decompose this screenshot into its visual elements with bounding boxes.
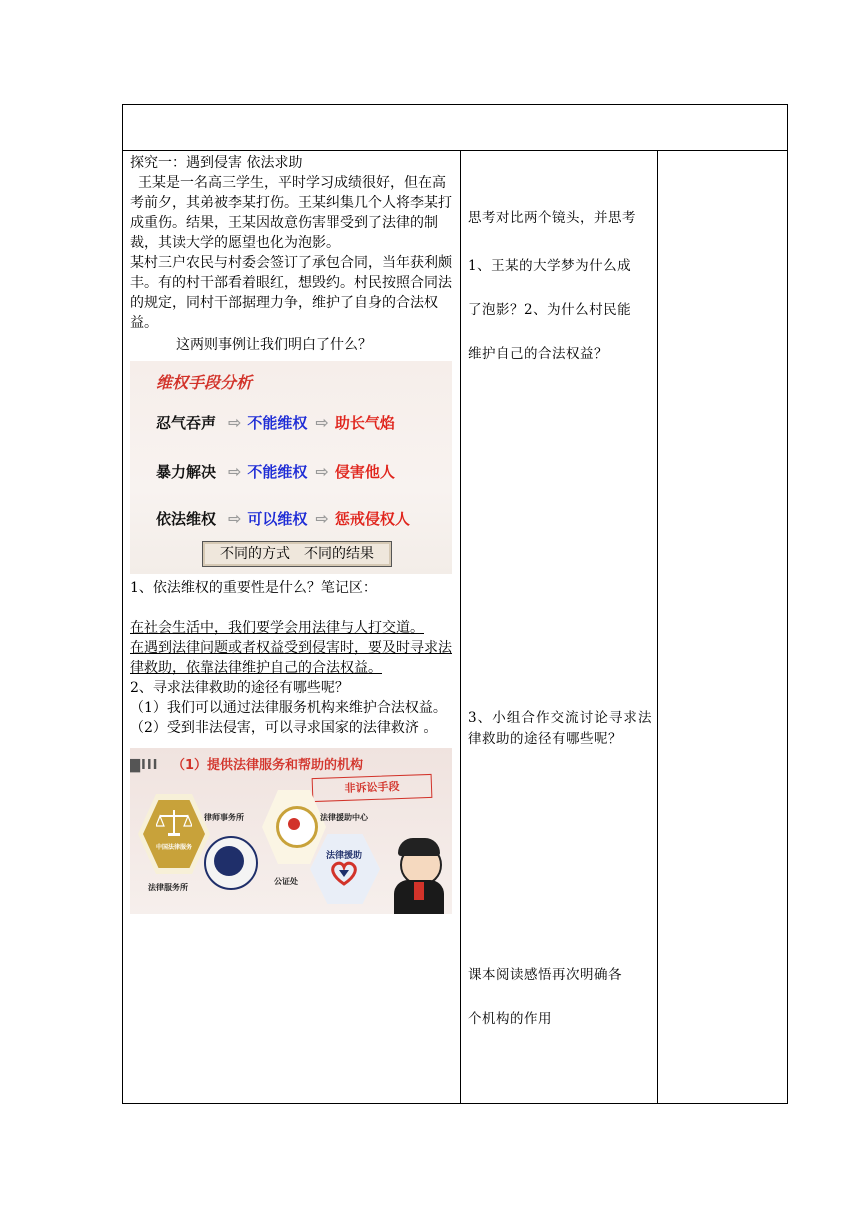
method-result: 不能维权 xyxy=(247,414,308,432)
method-outcome: 侵害他人 xyxy=(334,463,395,481)
arrow-icon: ⇨ xyxy=(228,509,242,528)
method-row xyxy=(156,413,395,433)
column-divider-1 xyxy=(460,150,461,1104)
stamp-label: 非诉讼手段 xyxy=(312,774,433,802)
arrow-icon: ⇨ xyxy=(228,413,242,432)
arrow-icon: ⇨ xyxy=(315,462,329,481)
arrow-icon: ⇨ xyxy=(315,509,329,528)
question-text: 这两则事例让我们明白了什么？ xyxy=(176,337,372,353)
note-p2: 1、王某的大学梦为什么成 xyxy=(468,258,632,274)
answer-1: （1）我们可以通过法律服务机构来维护合法权益。 xyxy=(130,700,447,716)
note-p4: 维护自己的合法权益？ xyxy=(468,346,608,362)
lawyer-tie xyxy=(414,882,424,900)
method-row xyxy=(156,509,410,529)
method-outcome: 惩戒侵权人 xyxy=(334,510,410,528)
arrow-icon: ⇨ xyxy=(315,413,329,432)
emblem-center xyxy=(288,818,300,830)
question-1: 1、依法维权的重要性是什么？笔记区： xyxy=(130,580,377,596)
header-row-divider xyxy=(122,150,788,151)
bars-icon: ▇III xyxy=(130,758,159,773)
note-text: 在遇到法律问题或者权益受到侵害时，要及时寻求法律救助，依靠法律维护自己的合法权益。 xyxy=(130,640,452,676)
answer-2: （2）受到非法侵害，可以寻求国家的法律救济 。 xyxy=(130,720,438,736)
method-row xyxy=(156,462,395,482)
method-label: 依法维权 xyxy=(156,510,217,528)
notary-label: 公证处 xyxy=(274,877,298,886)
method-outcome: 助长气焰 xyxy=(334,414,395,432)
banner-left: 不同的方式 xyxy=(220,546,290,562)
note-p6: 课本阅读感悟再次明确各 xyxy=(468,967,622,983)
service-label: 法律服务所 xyxy=(148,883,188,892)
scroll-banner xyxy=(202,541,392,567)
legal-institutions-image xyxy=(130,748,452,914)
method-result: 可以维权 xyxy=(247,510,308,528)
content-column xyxy=(130,153,454,914)
method-label: 暴力解决 xyxy=(156,463,217,481)
aid-badge-text: 法律援助 xyxy=(325,851,362,861)
lawyer-hair xyxy=(398,838,440,856)
note-p1: 思考对比两个镜头，并思考 xyxy=(468,210,636,226)
case-village: 某村三户农民与村委会签订了承包合同，当年获利颇丰。有的村干部看着眼红，想毁约。村民按照合同法的规定，同村干部据理力争，维护了自身的合法权益。 xyxy=(130,255,452,331)
image-heading: （1）提供法律服务和帮助的机构 xyxy=(172,758,364,773)
note-line-2 xyxy=(130,638,454,678)
scales-icon xyxy=(156,808,192,838)
method-label: 忍气吞声 xyxy=(156,414,217,432)
rights-methods-image xyxy=(130,361,452,574)
method-result: 不能维权 xyxy=(247,463,308,481)
aid-center-label: 法律援助中心 xyxy=(320,813,368,822)
note-p7: 个机构的作用 xyxy=(468,1011,552,1027)
note-line-1 xyxy=(130,618,454,638)
lawfirm-label: 律师事务所 xyxy=(204,813,244,822)
note-p3: 了泡影？2、为什么村民能 xyxy=(468,302,632,318)
image-title: 维权手段分析 xyxy=(156,373,253,392)
note-p5: 3、小组合作交流讨论寻求法律救助的途径有哪些呢？ xyxy=(468,710,652,747)
heart-shield-icon xyxy=(330,860,358,886)
question-2: 2、寻求法律救助的途径有哪些呢？ xyxy=(130,680,349,696)
arrow-icon: ⇨ xyxy=(228,462,242,481)
note-text: 在社会生活中，我们要学会用法律与人打交道。 xyxy=(130,620,424,636)
badge-text: 中国法律服务 xyxy=(155,844,192,851)
case-wang: 王某是一名高三学生，平时学习成绩很好，但在高考前夕，其弟被李某打伤。王某纠集几个人将李某打成重伤。结果，王某因故意伤害罪受到了法律的制裁，其读大学的愿望也化为泡影。 xyxy=(130,175,452,251)
banner-right: 不同的结果 xyxy=(304,546,374,562)
column-divider-2 xyxy=(657,150,658,1104)
lawfirm-emblem-core xyxy=(214,846,244,876)
section-title: 探究一：遇到侵害 依法求助 xyxy=(130,155,303,171)
